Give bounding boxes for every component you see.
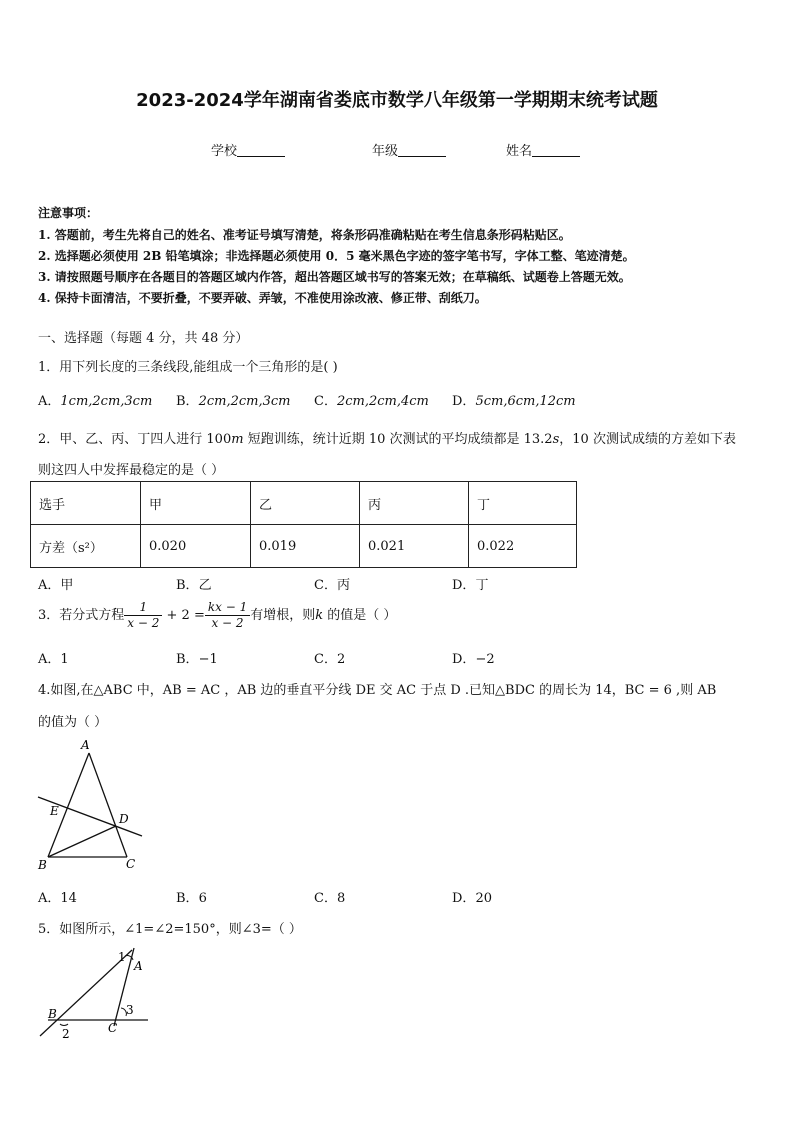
grade-blank[interactable] — [398, 143, 446, 157]
q4-option-c[interactable] — [314, 887, 345, 906]
q3-variable-k: k — [315, 608, 324, 623]
question-3-stem — [38, 600, 396, 631]
question-2-line-1 — [38, 428, 736, 447]
option-label: A． — [38, 578, 61, 593]
option-label: D． — [452, 394, 476, 409]
table-cell: 0.021 — [360, 525, 469, 568]
q2-option-b[interactable] — [176, 574, 212, 593]
option-label: B． — [176, 578, 199, 593]
option-label: D． — [452, 891, 476, 906]
option-label: A． — [38, 891, 61, 906]
question-4-line-1: 4.如图,在△ABC 中，AB = AC ，AB 边的垂直平分线 DE 交 AC 于点 D .已知△BDC 的周长为 14，BC = 6 ,则 AB — [38, 683, 717, 698]
table-cell: 丙 — [360, 482, 469, 525]
school-blank[interactable] — [237, 143, 285, 157]
q2-unit-s: s — [552, 432, 560, 447]
option-label: C． — [314, 578, 337, 593]
option-text: −2 — [475, 652, 495, 667]
grade-label: 年级 — [372, 144, 399, 159]
q4-option-b[interactable] — [176, 887, 207, 906]
note-item-2: 2. 选择题必须使用 2B 铅笔填涂；非选择题必须使用 0．5 毫米黑色字迹的签字笔书写，字体工整、笔迹清楚。 — [38, 249, 635, 263]
label-c: C — [126, 857, 136, 871]
q1-option-c[interactable] — [314, 390, 429, 409]
q3-option-a[interactable] — [38, 648, 69, 667]
label-angle-1: 1 — [118, 950, 126, 964]
grade-field — [372, 140, 446, 159]
option-text: 丙 — [336, 578, 350, 593]
option-text: 乙 — [198, 578, 212, 593]
fraction-numerator: 1 — [124, 600, 162, 616]
question-5-stem: 5．如图所示，∠1=∠2=150°，则∠3=（ ） — [38, 922, 302, 937]
option-text: 甲 — [60, 578, 74, 593]
q3-option-b[interactable] — [176, 648, 218, 667]
q3-option-c[interactable] — [314, 648, 345, 667]
q2-option-d[interactable] — [452, 574, 488, 593]
q1-option-b[interactable] — [176, 390, 290, 409]
option-label: B． — [176, 652, 199, 667]
q3-operator: + 2 = — [166, 608, 205, 623]
option-text: −1 — [198, 652, 218, 667]
option-text: 20 — [475, 891, 492, 906]
q4-option-d[interactable] — [452, 887, 492, 906]
q3-suffix: 的值是（ ） — [323, 608, 397, 623]
option-text: 2cm,2cm,3cm — [198, 394, 291, 409]
fraction-denominator: x − 2 — [127, 616, 160, 630]
option-text: 8 — [336, 891, 346, 906]
option-label: C． — [314, 891, 337, 906]
page-title: 2023-2024学年湖南省娄底市数学八年级第一学期期末统考试题 — [136, 90, 658, 111]
variance-table — [30, 481, 577, 568]
school-label: 学校 — [211, 144, 238, 159]
fraction-denominator: x − 2 — [211, 616, 244, 630]
q2-unit-m: m — [231, 432, 244, 447]
school-field — [211, 140, 285, 159]
option-text: 5cm,6cm,12cm — [475, 394, 576, 409]
table-cell: 0.019 — [251, 525, 360, 568]
side-ac — [89, 753, 127, 857]
question-1-stem: 1．用下列长度的三条线段,能组成一个三角形的是( ) — [38, 360, 338, 375]
table-row — [31, 525, 577, 568]
option-text: 14 — [60, 891, 77, 906]
note-item-3: 3. 请按照题号顺序在各题目的答题区域内作答，超出答题区域书写的答案无效；在草稿纸、试题卷上答题无效。 — [38, 270, 631, 284]
label-b: B — [48, 1007, 57, 1021]
q2-option-c[interactable] — [314, 574, 350, 593]
label-c: C — [108, 1021, 118, 1035]
q1-option-a[interactable] — [38, 390, 152, 409]
angle-2-arc — [60, 1024, 68, 1026]
option-label: A． — [38, 394, 61, 409]
label-angle-2: 2 — [62, 1027, 70, 1041]
label-a: A — [81, 738, 90, 752]
option-label: D． — [452, 578, 476, 593]
label-b: B — [38, 858, 47, 872]
table-cell: 方差（s²） — [31, 525, 141, 568]
question-2-line-2: 则这四人中发挥最稳定的是（ ） — [38, 463, 225, 478]
table-cell: 0.020 — [141, 525, 251, 568]
table-cell: 甲 — [141, 482, 251, 525]
notes-heading: 注意事项： — [38, 206, 99, 220]
q2-text: 短跑训练，统计近期 10 次测试的平均成绩都是 13.2 — [243, 432, 553, 447]
table-header-row — [31, 482, 577, 525]
q2-option-a[interactable] — [38, 574, 73, 593]
option-text: 2 — [336, 652, 346, 667]
q2-text: ，10 次测试成绩的方差如下表 — [559, 432, 736, 447]
option-label: D． — [452, 652, 476, 667]
option-label: C． — [314, 652, 337, 667]
fraction-2 — [205, 600, 250, 631]
option-label: B． — [176, 891, 199, 906]
note-item-4: 4. 保持卡面清洁，不要折叠，不要弄破、弄皱，不准使用涂改液、修正带、刮纸刀。 — [38, 291, 487, 305]
table-cell: 丁 — [469, 482, 577, 525]
q3-option-d[interactable] — [452, 648, 495, 667]
name-blank[interactable] — [532, 143, 580, 157]
option-text: 1cm,2cm,3cm — [60, 394, 153, 409]
section-heading: 一、选择题（每题 4 分，共 48 分） — [38, 331, 249, 346]
question-4-line-2: 的值为（ ） — [38, 715, 108, 730]
option-label: B． — [176, 394, 199, 409]
table-cell: 乙 — [251, 482, 360, 525]
angle-figure — [30, 944, 160, 1044]
option-text: 2cm,2cm,4cm — [336, 394, 429, 409]
option-label: C． — [314, 394, 337, 409]
option-text: 1 — [60, 652, 69, 667]
label-angle-3: 3 — [126, 1003, 134, 1017]
q3-prefix: 3．若分式方程 — [38, 608, 125, 623]
table-cell: 选手 — [31, 482, 141, 525]
name-label: 姓名 — [506, 144, 533, 159]
fraction-1 — [124, 600, 162, 631]
triangle-figure — [30, 735, 155, 875]
label-e: E — [50, 804, 59, 818]
note-item-1: 1. 答题前，考生先将自己的姓名、准考证号填写清楚，将条形码准确粘贴在考生信息条形码粘贴区。 — [38, 228, 571, 242]
option-label: A． — [38, 652, 61, 667]
q4-option-a[interactable] — [38, 887, 77, 906]
q2-text: 2．甲、乙、丙、丁四人进行 — [38, 432, 207, 447]
label-d: D — [119, 812, 129, 826]
table-cell: 0.022 — [469, 525, 577, 568]
option-text: 6 — [198, 891, 207, 906]
fraction-numerator: kx − 1 — [205, 600, 250, 616]
label-a: A — [134, 959, 143, 973]
q1-option-d[interactable] — [452, 390, 576, 409]
q3-suffix: 有增根，则 — [250, 608, 316, 623]
name-field — [506, 140, 580, 159]
option-text: 丁 — [475, 578, 489, 593]
q2-distance: 100 — [206, 432, 232, 447]
